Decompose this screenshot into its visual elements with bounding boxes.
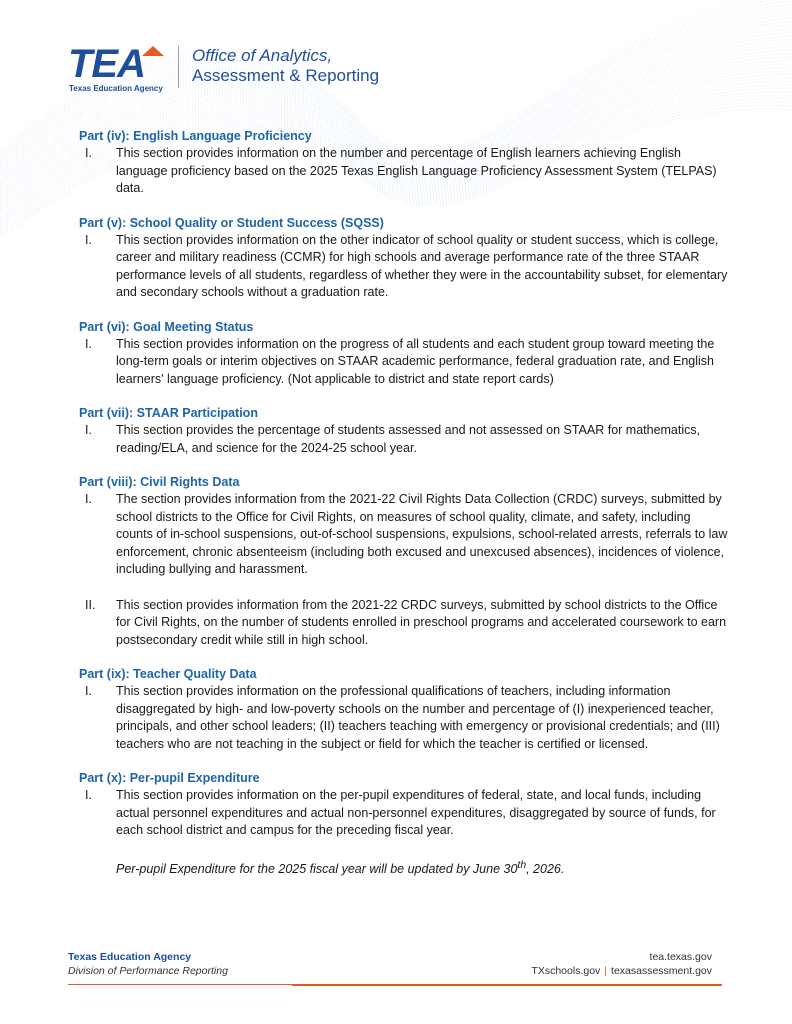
logo-subtext: Texas Education Agency [69,84,163,93]
item-numeral: II. [85,597,96,612]
office-title [192,46,379,86]
note-superscript: th [517,859,527,871]
section-civil-rights-data [79,474,729,649]
footer-right [531,950,712,978]
item-numeral: I. [85,232,92,247]
header-divider [178,46,179,88]
item-numeral: I. [85,423,92,437]
footer-division [68,964,228,978]
expenditure-update-note [116,857,729,879]
list-item [79,422,729,457]
item-text: This section provides information on the progress of all students and each student group toward meeting the long-term goals or interim objectives on STAAR academic performance, federal graduation rate, and English learners' language proficiency. (Not applicable to district and state report cards) [116,336,715,386]
list-item [79,336,729,389]
list-item [79,787,729,840]
item-text: This section provides information on the other indicator of school quality or student success, which is college, career and military readiness (CCMR) for high schools and average performance rate of the three STAAR performance levels of all students, regardless of whether they were in the accountability subset, for elementary and secondary schools without a graduation rate. [116,232,728,299]
footer-link-txschools[interactable]: TXschools.gov [531,965,601,977]
section-heading: Part (vi): Goal Meeting Status [79,319,254,334]
logo-text: TEA [68,42,145,86]
section-per-pupil-expenditure [79,770,729,878]
item-text: This section provides the percentage of students assessed and not assessed on STAAR for mathematics, reading/ELA, and science for the 2024-25 school year. [116,423,701,455]
section-heading: Part (viii): Civil Rights Data [79,475,240,489]
item-text: This section provides information on the professional qualifications of teachers, including information disaggregated by high- and low-poverty schools on the number and percentage of (I) inexperienced teacher, principals, and other school leaders; (II) teachers teaching with emergency or provisional credentials; and (III) teachers who are not teaching in the subject or field for which the teacher is certified or licensed. [116,684,720,751]
footer-separator: | [604,965,608,977]
item-numeral: I. [85,336,92,351]
footer-division-name: Performance Reporting [119,965,228,977]
list-item [79,597,729,650]
section-heading: Part (x): Per-pupil Expenditure [79,771,260,785]
tea-logo [68,44,178,94]
footer-link-texasassessment[interactable]: texasassessment.gov [611,965,712,977]
office-title-line1: Office of Analytics, [192,46,333,65]
item-numeral: I. [85,788,92,802]
item-text: This section provides information on the number and percentage of English learners achieving English language proficiency based on the 2025 Texas English Language Proficiency Assessment System (TELPAS) data. [116,146,717,195]
footer-left [68,950,228,978]
office-title-line2: Assessment & Reporting [192,66,380,85]
section-staar-participation [79,405,729,457]
item-numeral: I. [85,492,92,506]
footer-rule-thin [68,984,292,985]
footer-link-tea[interactable]: tea.texas.gov [649,951,712,963]
list-item [79,491,729,579]
item-text: This section provides information from the 2021-22 CRDC surveys, submitted by school districts to the Office for Civil Rights, on the number of students enrolled in preschool programs and accelerated coursework to earn postsecondary credit while still in high school. [116,597,727,647]
list-item [79,683,729,753]
note-text-end: , 2026. [526,861,565,876]
footer-division-prefix: Division of [68,965,117,977]
section-heading: Part (vii): STAAR Participation [79,406,258,420]
section-heading: Part (ix): Teacher Quality Data [79,667,257,681]
logo-roof-icon [142,46,164,56]
item-text: This section provides information on the per-pupil expenditures of federal, state, and local funds, including actual personnel expenditures and actual non-personnel expenditures, disaggregated by source of funds, for each school district and campus for the preceding fiscal year. [116,788,716,837]
item-numeral: I. [85,146,92,160]
section-english-language-proficiency [79,128,729,198]
item-numeral: I. [85,684,92,698]
section-heading: Part (iv): English Language Proficiency [79,129,312,143]
section-teacher-quality-data [79,666,729,753]
list-item [79,232,729,302]
section-goal-meeting-status [79,319,729,389]
footer-rule-thick [292,984,722,986]
item-text: The section provides information from the 2021-22 Civil Rights Data Collection (CRDC) surveys, submitted by school districts to the Office for Civil Rights, on measures of school quality, climate, and safety, including counts of in-school suspensions, out-of-school suspensions, expulsions, school-related arrests, referrals to law enforcement, chronic absenteeism (including both excused and unexcused absences), incidences of violence, including bullying and harassment. [116,492,728,576]
footer-org: Texas Education Agency [68,951,192,963]
section-heading: Part (v): School Quality or Student Success (SQSS) [79,215,384,230]
section-school-quality [79,215,729,302]
document-body [79,128,729,895]
list-item [79,145,729,198]
note-text: Per-pupil Expenditure for the 2025 fiscal year will be updated by June 30 [116,861,518,876]
